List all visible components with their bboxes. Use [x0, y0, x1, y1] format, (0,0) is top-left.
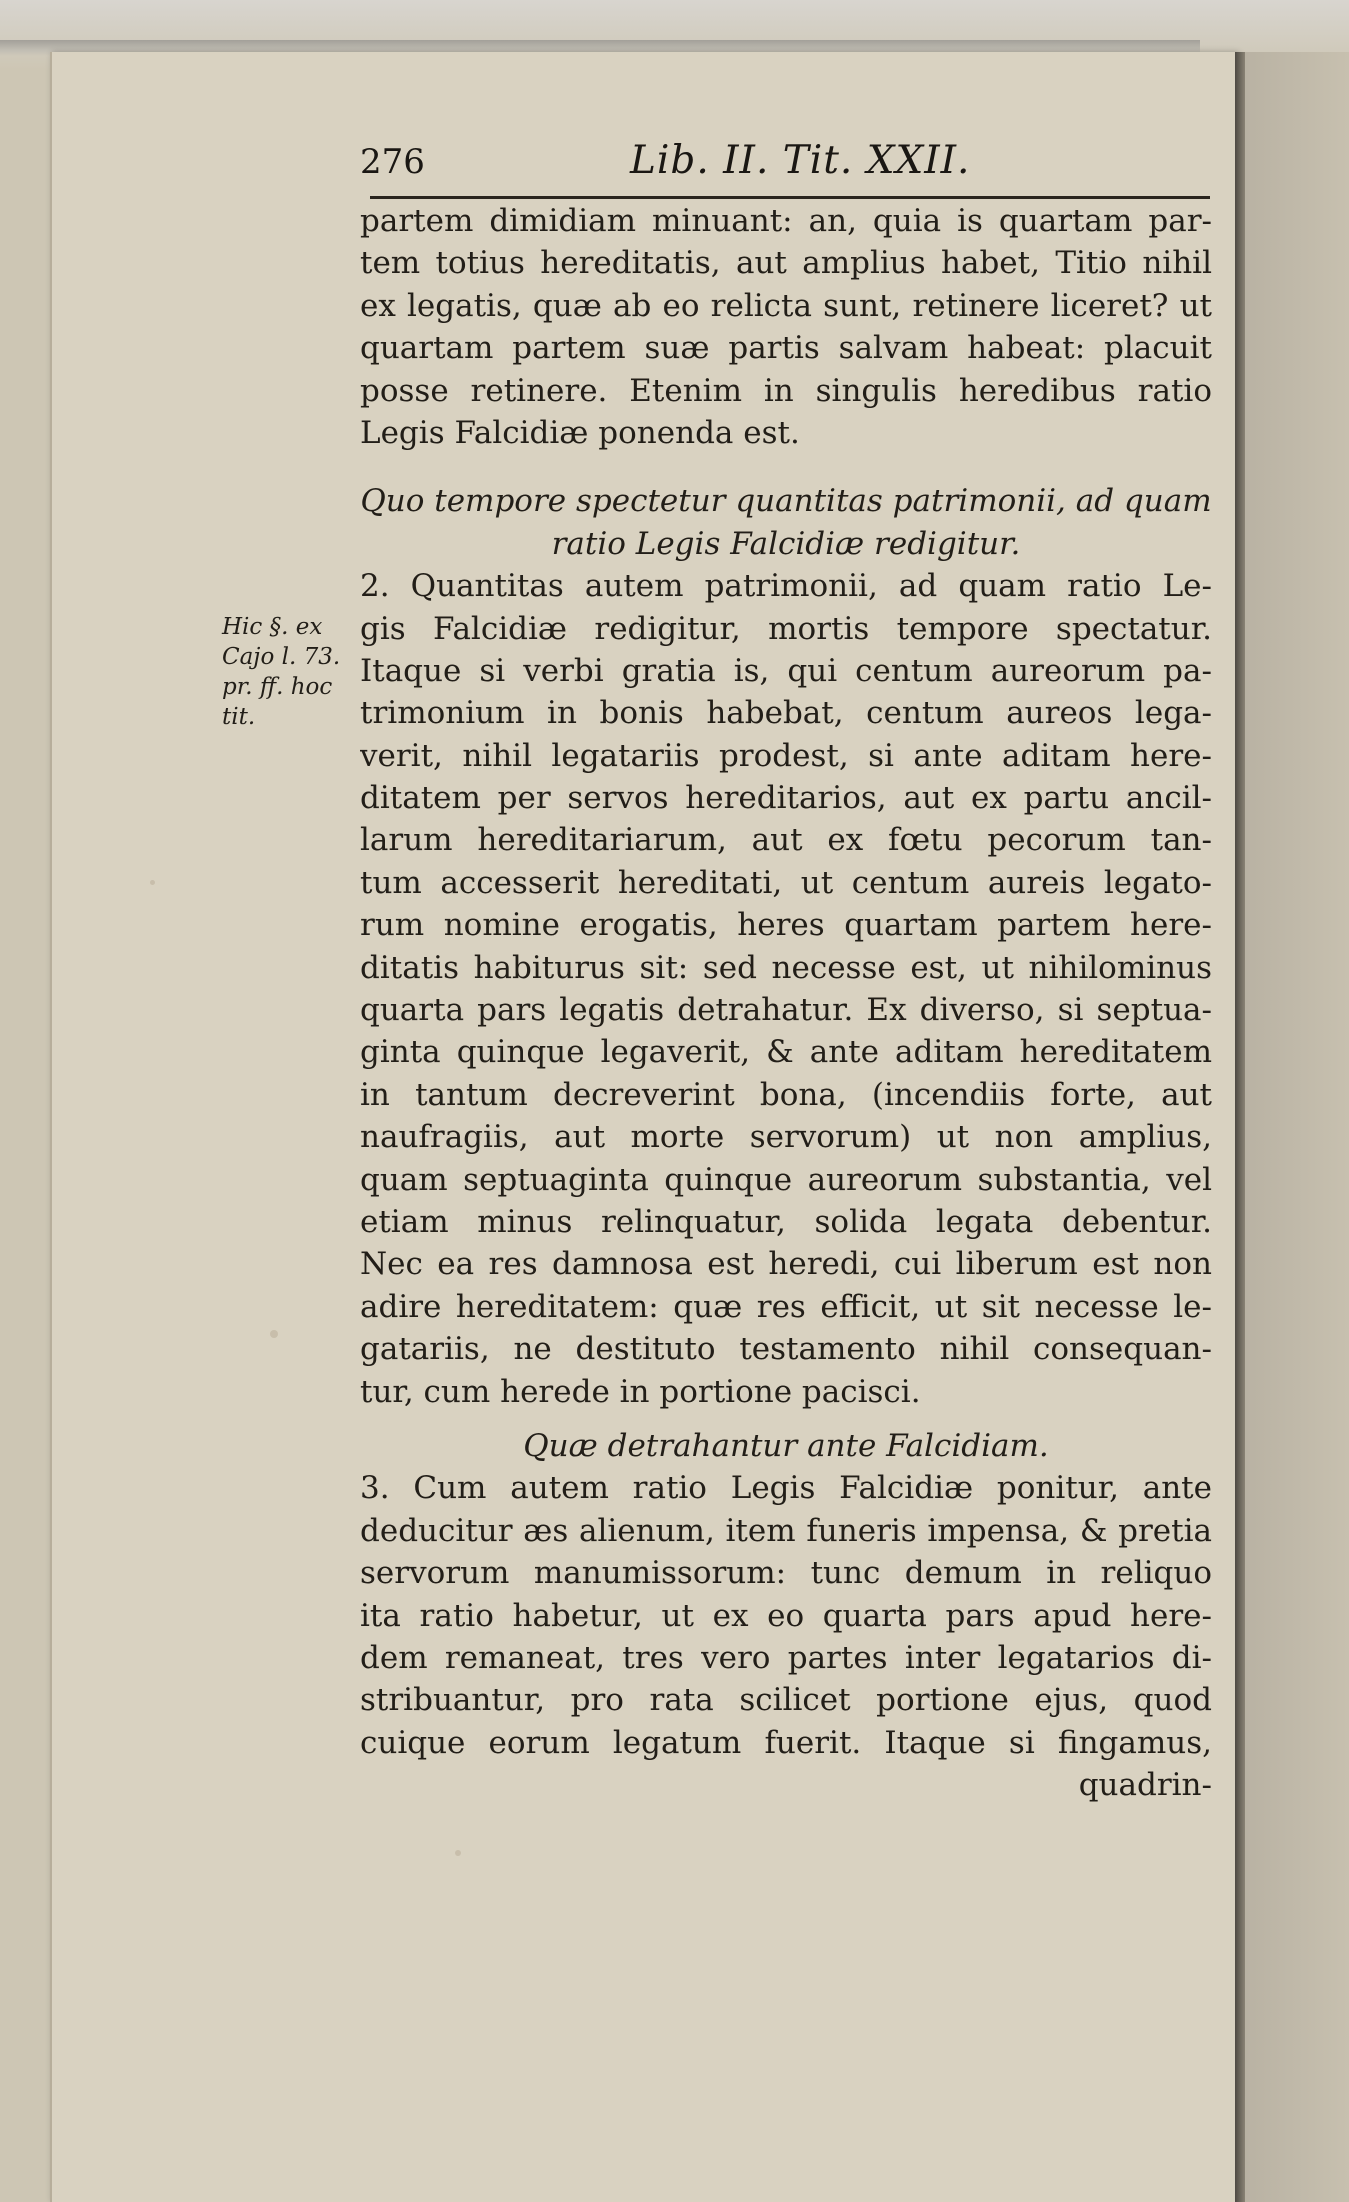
text-line: larum hereditariarum, aut ex fœtu pecorum tan- [360, 822, 1212, 859]
adjacent-page-strip [1245, 52, 1349, 2202]
text-line: cuique eorum legatum fuerit. Itaque si fingamus, [360, 1724, 1212, 1761]
text-line: ginta quinque legaverit, & ante aditam hereditatem [360, 1034, 1212, 1071]
text-line: etiam minus relinquatur, solida legata debentur. [360, 1203, 1212, 1240]
margin-note-line: tit. [222, 704, 256, 730]
header-rule [370, 196, 1210, 199]
page-number: 276 [360, 142, 425, 182]
paper-spot [455, 1850, 461, 1856]
body-text [360, 200, 1212, 1806]
text-line: servorum manumissorum: tunc demum in reliquo [360, 1555, 1212, 1592]
text-line: dem remaneat, tres vero partes inter legatarios di- [360, 1639, 1212, 1676]
text-line: tum accesserit hereditati, ut centum aureis legato- [360, 864, 1212, 901]
paragraph-gap [360, 1413, 1212, 1425]
page-header [360, 132, 1010, 192]
text-line: verit, nihil legatariis prodest, si ante aditam here- [360, 737, 1212, 774]
section-heading-line: Quæ detrahantur ante Falcidiam. [523, 1427, 1049, 1464]
text-line: quam septuaginta quinque aureorum substantia, vel [360, 1161, 1212, 1198]
text-line: Itaque si verbi gratia is, qui centum aureorum pa- [360, 652, 1212, 689]
text-line: ita ratio habetur, ut ex eo quarta pars apud here- [360, 1597, 1212, 1634]
text-line: tem totius hereditatis, aut amplius habet, Titio nihil [360, 245, 1212, 282]
text-line: naufragiis, aut morte servorum) ut non amplius, [360, 1119, 1212, 1156]
text-line: Legis Falcidiæ ponenda est. [360, 414, 800, 451]
text-line: gis Falcidiæ redigitur, mortis tempore spectatur. [360, 610, 1212, 647]
text-line: in tantum decreverint bona, (incendiis forte, aut [360, 1076, 1212, 1113]
paragraph-gap [360, 454, 1212, 480]
text-line: posse retinere. Etenim in singulis heredibus ratio [360, 372, 1212, 409]
page-edge [1235, 52, 1245, 2202]
text-line: gatariis, ne destituto testamento nihil consequan- [360, 1331, 1212, 1368]
text-line: stribuantur, pro rata scilicet portione ejus, quod [360, 1682, 1212, 1719]
catchword: quadrin- [1078, 1767, 1212, 1804]
text-line: tur, cum herede in portione pacisci. [360, 1373, 921, 1410]
section-heading-line: ratio Legis Falcidiæ redigitur. [551, 525, 1021, 562]
text-line: ditatis habiturus sit: sed necesse est, ut nihilominus [360, 949, 1212, 986]
text-line: 3. Cum autem ratio Legis Falcidiæ ponitur, ante [360, 1470, 1212, 1507]
section-heading-line: Quo tempore spectetur quantitas patrimonii, ad quam [360, 483, 1212, 520]
text-line: partem dimidiam minuant: an, quia is quartam par- [360, 203, 1212, 239]
text-line: 2. Quantitas autem patrimonii, ad quam ratio Le- [360, 568, 1212, 605]
text-line: ditatem per servos hereditarios, aut ex partu ancil- [360, 780, 1212, 817]
text-line: adire hereditatem: quæ res efficit, ut sit necesse le- [360, 1288, 1212, 1325]
margin-note [222, 612, 372, 732]
text-line: ex legatis, quæ ab eo relicta sunt, retinere liceret? ut [360, 287, 1212, 324]
text-line: quarta pars legatis detrahatur. Ex diverso, si septua- [360, 992, 1212, 1029]
running-title: Lib. II. Tit. XXII. [630, 138, 971, 183]
paper-spot [150, 880, 155, 885]
text-line: rum nomine erogatis, heres quartam partem here- [360, 907, 1212, 944]
margin-note-line: pr. ff. hoc [222, 674, 333, 700]
margin-note-line: Hic §. ex [222, 614, 323, 640]
margin-note-line: Cajo l. 73. [222, 644, 341, 670]
text-line: quartam partem suæ partis salvam habeat: placuit [360, 330, 1212, 367]
text-line: Nec ea res damnosa est heredi, cui liberum est non [360, 1246, 1212, 1283]
text-line: deducitur æs alienum, item funeris impensa, & pretia [360, 1512, 1212, 1549]
text-line: trimonium in bonis habebat, centum aureos lega- [360, 695, 1212, 732]
paper-spot [270, 1330, 278, 1338]
